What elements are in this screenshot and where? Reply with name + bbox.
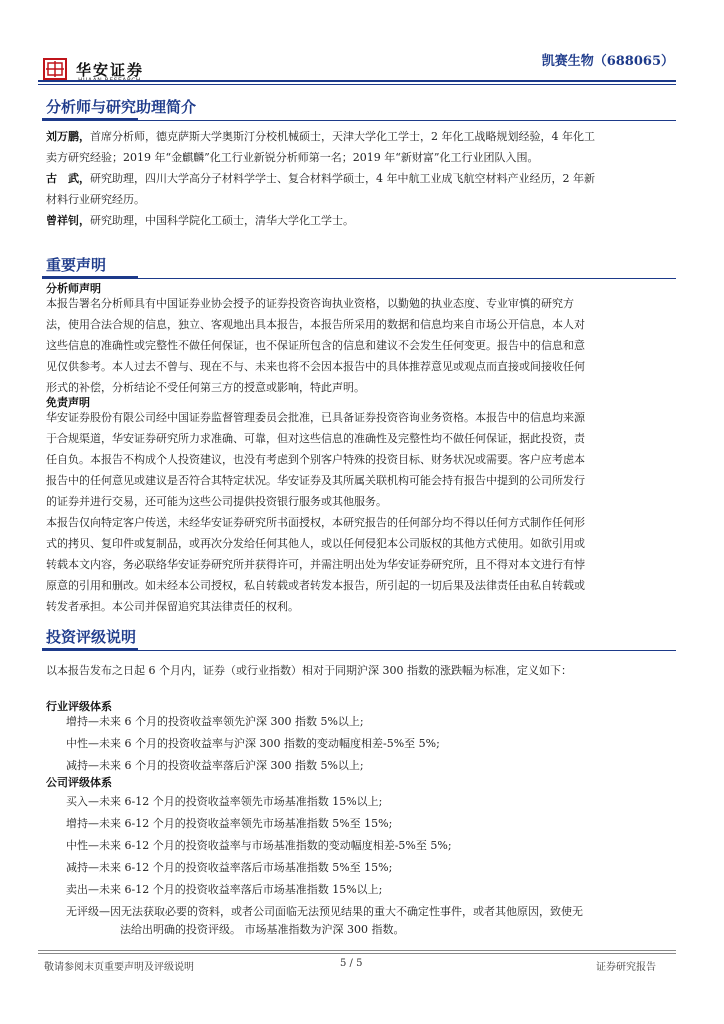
industry-rating-item: 减持—未来 6 个月的投资收益率落后沪深 300 指数 5%以上; xyxy=(66,759,364,772)
analyst-name: 曾祥钊， xyxy=(46,214,90,227)
company-rating-item: 增持—未来 6-12 个月的投资收益率领先市场基准指数 5%至 15%; xyxy=(66,817,393,830)
section-rule xyxy=(42,650,676,651)
section-title-analysts: 分析师与研究助理简介 xyxy=(46,98,197,116)
rating-intro: 以本报告发布之日起 6 个月内，证券（或行业指数）相对于同期沪深 300 指数的涨跌幅为标准，定义如下： xyxy=(46,664,572,677)
analyst-bio-line: 研究助理，四川大学高分子材料学学士、复合材料学硕士，4 年中航工业成飞航空材料产业经历，2 年新 xyxy=(90,172,595,185)
section-rule xyxy=(42,120,676,121)
analyst-statement: 本报告署名分析师具有中国证券业协会授予的证券投资咨询执业资格，以勤勉的执业态度、专业审慎的研究方 法，使用合法合规的信息，独立、客观地出具本报告，本报告所采用的数据和信息均来自市场公开信息，本人对 这些信息的准确性或完整性不做任何保证，也不保证所包含的信息和建议不会发生任何变更。报告中的信息和意 见仅供参考。本人过去不曾与、现在不与、未来也将不会因本报告中的具体推荐意见或观点而直接或间接收任何 形式的补偿，分析结论不受任何第三方的授意或影响，特此声明。 xyxy=(46,297,585,394)
company-rating-item: 卖出—未来 6-12 个月的投资收益率落后市场基准指数 15%以上; xyxy=(66,883,383,896)
logo-icon xyxy=(43,58,67,80)
company-rating-item: 买入—未来 6-12 个月的投资收益率领先市场基准指数 15%以上; xyxy=(66,795,383,808)
analyst-bio xyxy=(46,210,674,231)
footer-rule-thin xyxy=(38,953,676,954)
header-rule-thin xyxy=(38,84,676,85)
company-rating-item: 中性—未来 6-12 个月的投资收益率与市场基准指数的变动幅度相差-5%至 5%; xyxy=(66,839,452,852)
industry-rating-item: 增持—未来 6 个月的投资收益率领先沪深 300 指数 5%以上; xyxy=(66,715,364,728)
analyst-statement-heading: 分析师声明 xyxy=(46,282,101,295)
company-rating-item: 减持—未来 6-12 个月的投资收益率落后市场基准指数 5%至 15%; xyxy=(66,861,393,874)
analyst-bio xyxy=(46,168,674,210)
section-rule xyxy=(42,278,676,279)
analyst-bio-line: 材料行业研究经历。 xyxy=(46,193,145,206)
analyst-bio-line: 卖方研究经验；2019 年“金麒麟”化工行业新锐分析师第一名；2019 年“新财富”化工行业团队入围。 xyxy=(46,151,539,164)
page-number: 5 / 5 xyxy=(340,958,363,969)
footer-rule xyxy=(38,950,676,951)
company-rating-item: 无评级—因无法获取必要的资料，或者公司面临无法预见结果的重大不确定性事件，或者其他原因，致使无 xyxy=(66,905,583,918)
header-rule xyxy=(38,80,676,82)
analyst-bio-line: 研究助理，中国科学院化工硕士，清华大学化工学士。 xyxy=(90,214,354,227)
analyst-bio xyxy=(46,126,674,168)
section-title-rating: 投资评级说明 xyxy=(46,628,137,646)
company-rating-item: 法给出明确的投资评级。 市场基准指数为沪深 300 指数。 xyxy=(120,923,405,936)
logo-text: 华安证券 xyxy=(76,61,145,79)
section-title-disclaimer: 重要声明 xyxy=(46,256,107,274)
analyst-name: 刘万鹏， xyxy=(46,130,90,143)
stock-title: 凯赛生物（688065） xyxy=(541,54,674,69)
exemption-text: 华安证券股份有限公司经中国证券监督管理委员会批准，已具备证券投资咨询业务资格。本报告中的信息均来源 于合规渠道，华安证券研究所力求准确、可靠，但对这些信息的准确性及完整性均不做任何保证，据此投资，责 任自负。本报告不构成个人投资建议，也没有考虑到个别客户特殊的投资目标、财务状况或需要。客户应考虑本 报告中的任何意见或建议是否符合其特定状况。华安证券及其所属关联机构可能会持有报告中提到的公司所发行 的证券并进行交易，还可能为这些公司提供投资银行服务或其他服务。 本报告仅向特定客户传送，未经华安证券研究所书面授权，本研究报告的任何部分均不得以任何方式制作任何形 式的拷贝、复印件或复制品，或再次分发给任何其他人，或以任何侵犯本公司版权的其他方式使用。如欲引用或 转载本文内容，务必联络华安证券研究所并获得许可，并需注明出处为华安证券研究所，且不得对本文进行有悖 原意的引用和删改。如未经本公司授权，私自转载或者转发本报告，所引起的一切后果及法律责任由私自转载或 转发者承担。本公司并保留追究其法律责任的权利。 xyxy=(46,411,585,613)
logo-subtitle: HUAAN RESEARCH xyxy=(78,77,141,84)
industry-rating-item: 中性—未来 6 个月的投资收益率与沪深 300 指数的变动幅度相差-5%至 5%; xyxy=(66,737,440,750)
analyst-bio-line: 首席分析师，德克萨斯大学奥斯汀分校机械硕士，天津大学化工学士，2 年化工战略规划经验，4 年化工 xyxy=(90,130,595,143)
exemption-heading: 免责声明 xyxy=(46,396,90,409)
industry-rating-heading: 行业评级体系 xyxy=(46,700,112,713)
company-rating-heading: 公司评级体系 xyxy=(46,776,112,789)
page-header xyxy=(38,44,678,84)
footer-report-type: 证券研究报告 xyxy=(596,962,656,973)
footer-note: 敬请参阅末页重要声明及评级说明 xyxy=(44,962,194,973)
analyst-name: 古 武， xyxy=(46,172,90,185)
